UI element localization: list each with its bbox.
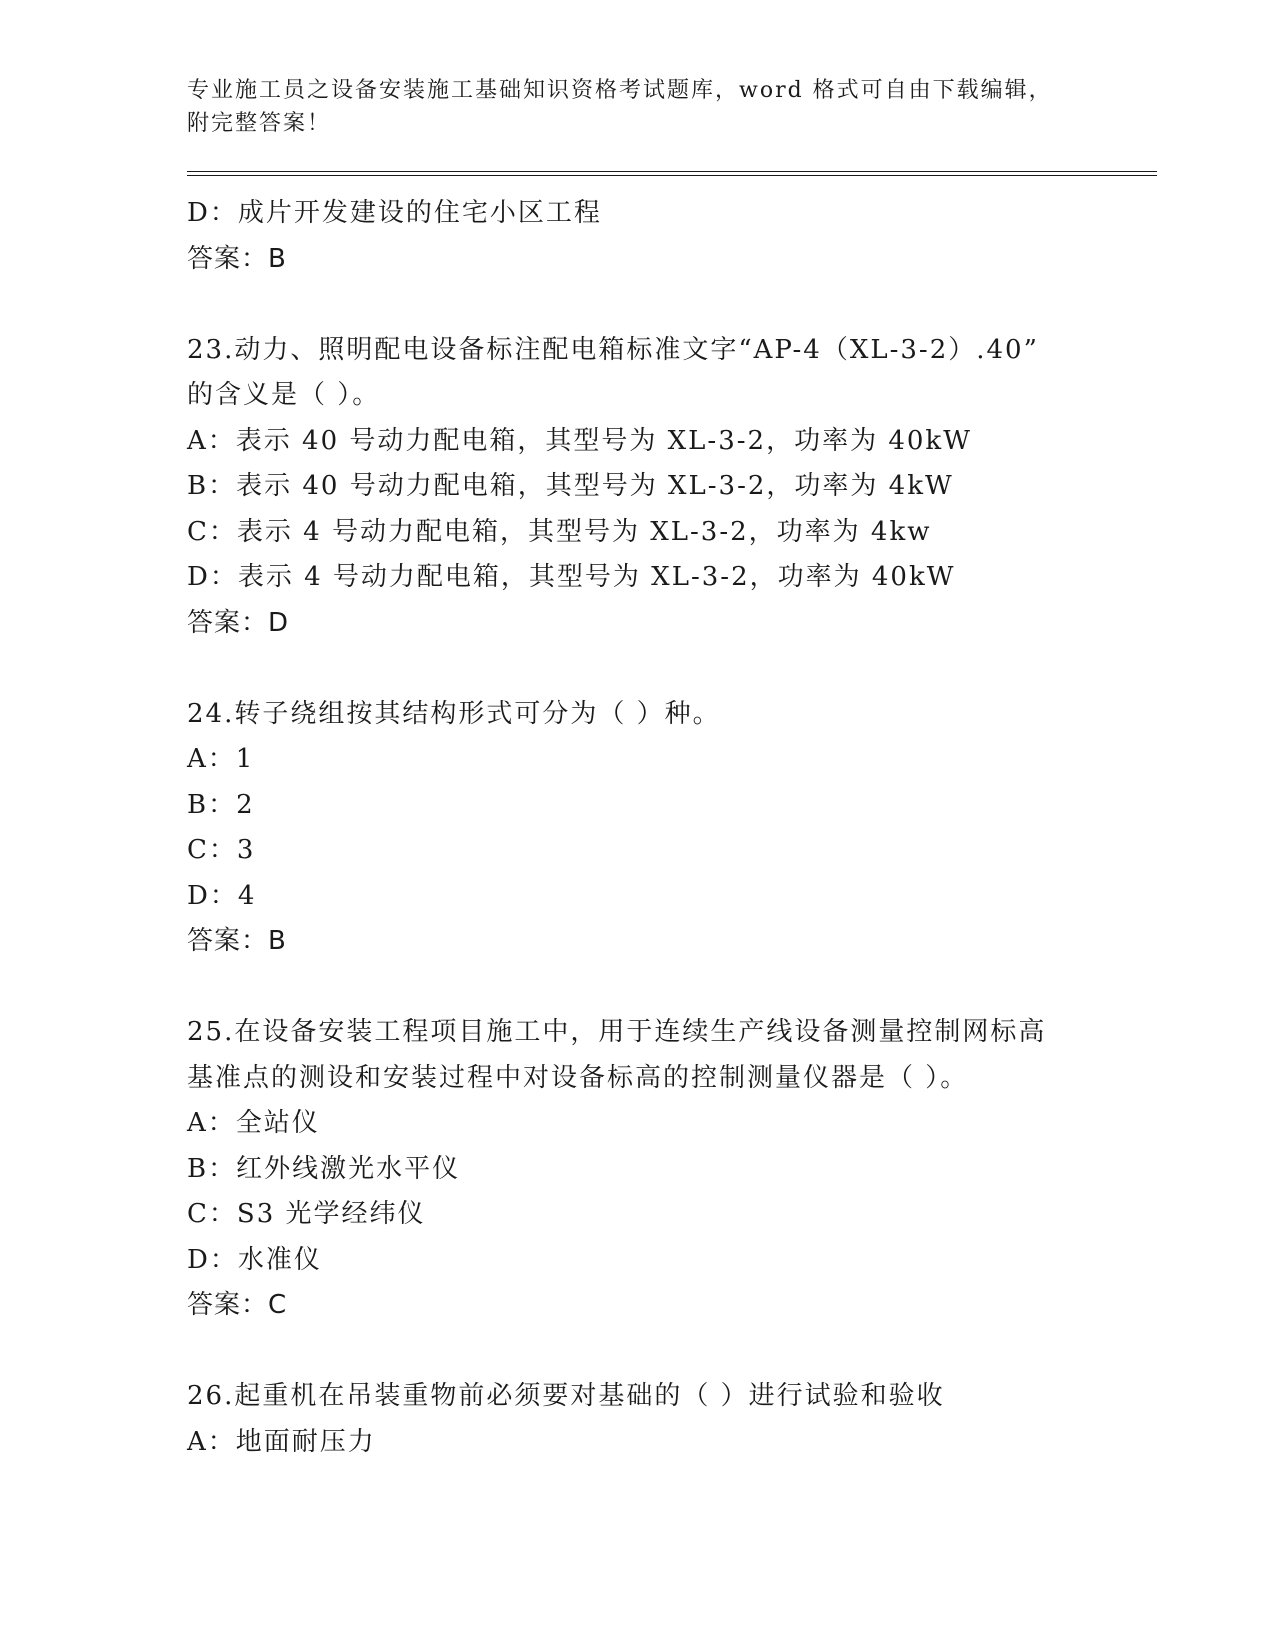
question-stem: 24.转子绕组按其结构形式可分为（ ）种。 xyxy=(187,698,721,729)
question-stem: 基准点的测设和安装过程中对设备标高的控制测量仪器是（ ）。 xyxy=(187,1062,969,1093)
option-d: D：表示 4 号动力配电箱，其型号为 XL-3-2，功率为 40kW xyxy=(187,562,956,592)
question-stem: 的含义是（ ）。 xyxy=(187,380,381,410)
option-a: A：全站仪 xyxy=(187,1108,320,1138)
option-d: D：水准仪 xyxy=(187,1244,322,1275)
header-rule-bottom xyxy=(187,175,1157,176)
question-stem: 26.起重机在吊装重物前必须要对基础的（ ）进行试验和验收 xyxy=(187,1381,945,1411)
question-list xyxy=(187,191,1087,1465)
spacer xyxy=(187,282,1087,328)
option-a: A：表示 40 号动力配电箱，其型号为 XL-3-2，功率为 40kW xyxy=(187,425,972,456)
question-stem: 23.动力、照明配电设备标注配电箱标准文字“AP-4（XL-3-2）.40” xyxy=(187,334,1039,365)
answer: 答案：B xyxy=(187,243,287,274)
option-c: C：3 xyxy=(187,835,256,865)
spacer xyxy=(187,965,1087,1011)
header-rule-top xyxy=(187,171,1157,172)
spacer xyxy=(187,1329,1087,1375)
option-c: C：S3 光学经纬仪 xyxy=(187,1199,426,1229)
option-d: D：成片开发建设的住宅小区工程 xyxy=(187,198,602,228)
answer: 答案：C xyxy=(187,1290,288,1320)
option-a: A：地面耐压力 xyxy=(187,1426,376,1457)
option-b: B：2 xyxy=(187,789,255,820)
option-a: A：1 xyxy=(187,744,255,774)
header-line-1: 专业施工员之设备安装施工基础知识资格考试题库，word 格式可自由下载编辑， xyxy=(187,78,1053,103)
option-c: C：表示 4 号动力配电箱，其型号为 XL-3-2，功率为 4kw xyxy=(187,516,932,547)
header-line-2: 附完整答案！ xyxy=(187,111,332,136)
option-b: B：红外线激光水平仪 xyxy=(187,1153,461,1184)
option-b: B：表示 40 号动力配电箱，其型号为 XL-3-2，功率为 4kW xyxy=(187,471,954,501)
spacer xyxy=(187,646,1087,692)
option-d: D：4 xyxy=(187,880,257,911)
document-header xyxy=(187,74,1087,140)
question-stem: 25.在设备安装工程项目施工中，用于连续生产线设备测量控制网标高 xyxy=(187,1017,1047,1047)
answer: 答案：D xyxy=(187,607,290,638)
answer: 答案：B xyxy=(187,926,287,956)
